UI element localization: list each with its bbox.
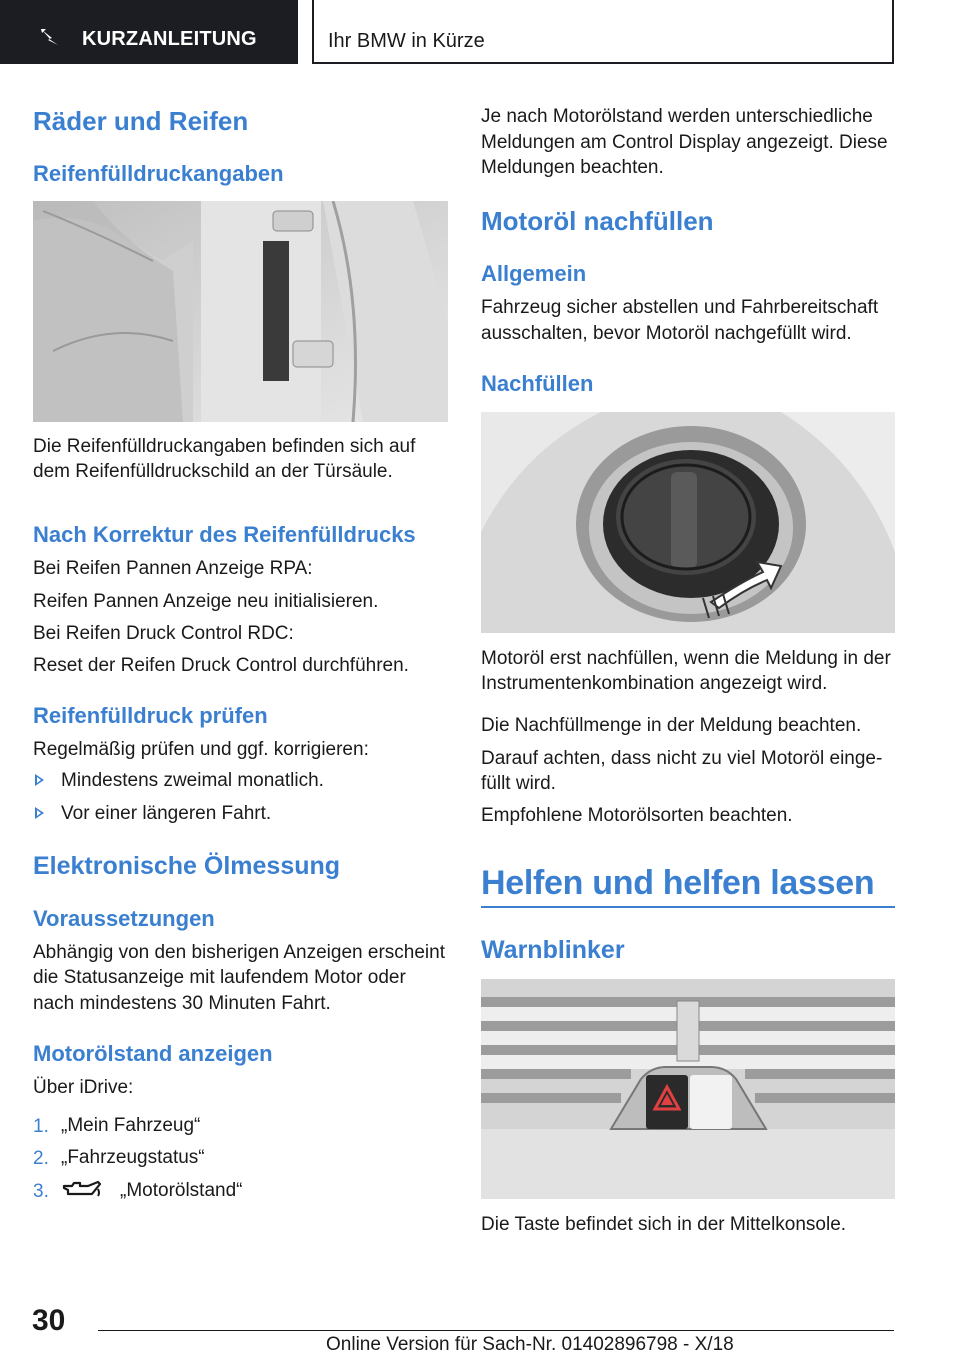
caption-line: Die Taste befindet sich in der Mittelkonsole. <box>481 1214 847 1235</box>
paragraph-line: Reifen Pannen Anzeige neu initialisieren. <box>33 591 379 612</box>
paragraph-line: Bei Reifen Druck Control RDC: <box>33 623 294 644</box>
bullet-triangle-icon <box>35 807 44 819</box>
oil-cap-photo <box>481 412 895 633</box>
paragraph-line: ausschalten, bevor Motoröl nachgefüllt wird. <box>481 323 852 344</box>
step-number: 1. <box>33 1116 49 1137</box>
section-tab-label: KURZANLEITUNG <box>82 28 257 50</box>
paragraph-line: Fahrzeug sicher abstellen und Fahrbereitschaft <box>481 297 879 318</box>
paragraph-line: Empfohlene Motorölsorten beachten. <box>481 805 793 826</box>
paragraph-line: Darauf achten, dass nicht zu viel Motoröl einge‐ <box>481 748 883 769</box>
subheading-after-correction: Nach Korrektur des Reifenfülldrucks <box>33 522 416 547</box>
lightning-arrow-icon <box>40 28 60 46</box>
step-text: „Motorölstand“ <box>120 1180 243 1201</box>
oil-can-icon <box>62 1178 102 1200</box>
hazard-button-photo <box>481 979 895 1199</box>
caption-line: dem Reifenfülldruckschild an der Türsäule. <box>33 461 393 482</box>
subheading-tire-pressure-info: Reifenfülldruckangaben <box>33 161 284 186</box>
door-pillar-photo <box>33 201 448 422</box>
paragraph-line: Instrumentenkombination angezeigt wird. <box>481 673 828 694</box>
subheading-show-oil-level: Motorölstand anzeigen <box>33 1041 273 1066</box>
paragraph-line: Je nach Motorölstand werden unterschiedliche <box>481 106 873 127</box>
bullet-item: Mindestens zweimal monatlich. <box>61 770 324 791</box>
subheading-general: Allgemein <box>481 261 587 286</box>
paragraph-line: Regelmäßig prüfen und ggf. korrigieren: <box>33 739 369 760</box>
breadcrumb-text: Ihr BMW in Kürze <box>328 30 485 52</box>
step-number: 3. <box>33 1181 49 1202</box>
footer-text: Online Version für Sach-Nr. 01402896798 - X/18 <box>326 1334 734 1355</box>
chapter-title-rule <box>481 906 895 908</box>
paragraph-line: Die Nachfüllmenge in der Meldung beachten. <box>481 715 862 736</box>
section-title-oil-measurement: Elektronische Ölmessung <box>33 852 341 880</box>
paragraph-line: Abhängig von den bisherigen Anzeigen erscheint <box>33 942 445 963</box>
subheading-check-pressure: Reifenfülldruck prüfen <box>33 703 268 728</box>
step-text: „Fahrzeugstatus“ <box>61 1147 205 1168</box>
bullet-item: Vor einer längeren Fahrt. <box>61 803 272 824</box>
paragraph-line: Meldungen beachten. <box>481 157 664 178</box>
section-tab[interactable] <box>0 0 298 64</box>
step-number: 2. <box>33 1148 49 1169</box>
paragraph-line: nach mindestens 30 Minuten Fahrt. <box>33 993 331 1014</box>
paragraph-line: Bei Reifen Pannen Anzeige RPA: <box>33 558 313 579</box>
subheading-prerequisites: Voraussetzungen <box>33 906 215 931</box>
bullet-triangle-icon <box>35 774 44 786</box>
chapter-title-help: Helfen und helfen lassen <box>481 864 875 902</box>
breadcrumb <box>312 0 894 64</box>
paragraph-line: Motoröl erst nachfüllen, wenn die Meldung in der <box>481 648 891 669</box>
paragraph-line: füllt wird. <box>481 773 556 794</box>
paragraph-line: Meldungen am Control Display angezeigt. Diese <box>481 132 888 153</box>
page-number: 30 <box>32 1304 66 1337</box>
subheading-refill: Nachfüllen <box>481 371 594 396</box>
caption-line: Die Reifenfülldruckangaben befinden sich auf <box>33 436 416 457</box>
section-title-hazard-lights: Warnblinker <box>481 936 625 964</box>
paragraph-line: die Statusanzeige mit laufendem Motor oder <box>33 967 406 988</box>
footer-rule <box>98 1330 894 1331</box>
section-title-wheels: Räder und Reifen <box>33 106 249 136</box>
step-text: „Mein Fahrzeug“ <box>61 1115 201 1136</box>
paragraph-line: Über iDrive: <box>33 1077 134 1098</box>
paragraph-line: Reset der Reifen Druck Control durchführen. <box>33 655 409 676</box>
section-title-oil-refill: Motoröl nachfüllen <box>481 206 714 236</box>
